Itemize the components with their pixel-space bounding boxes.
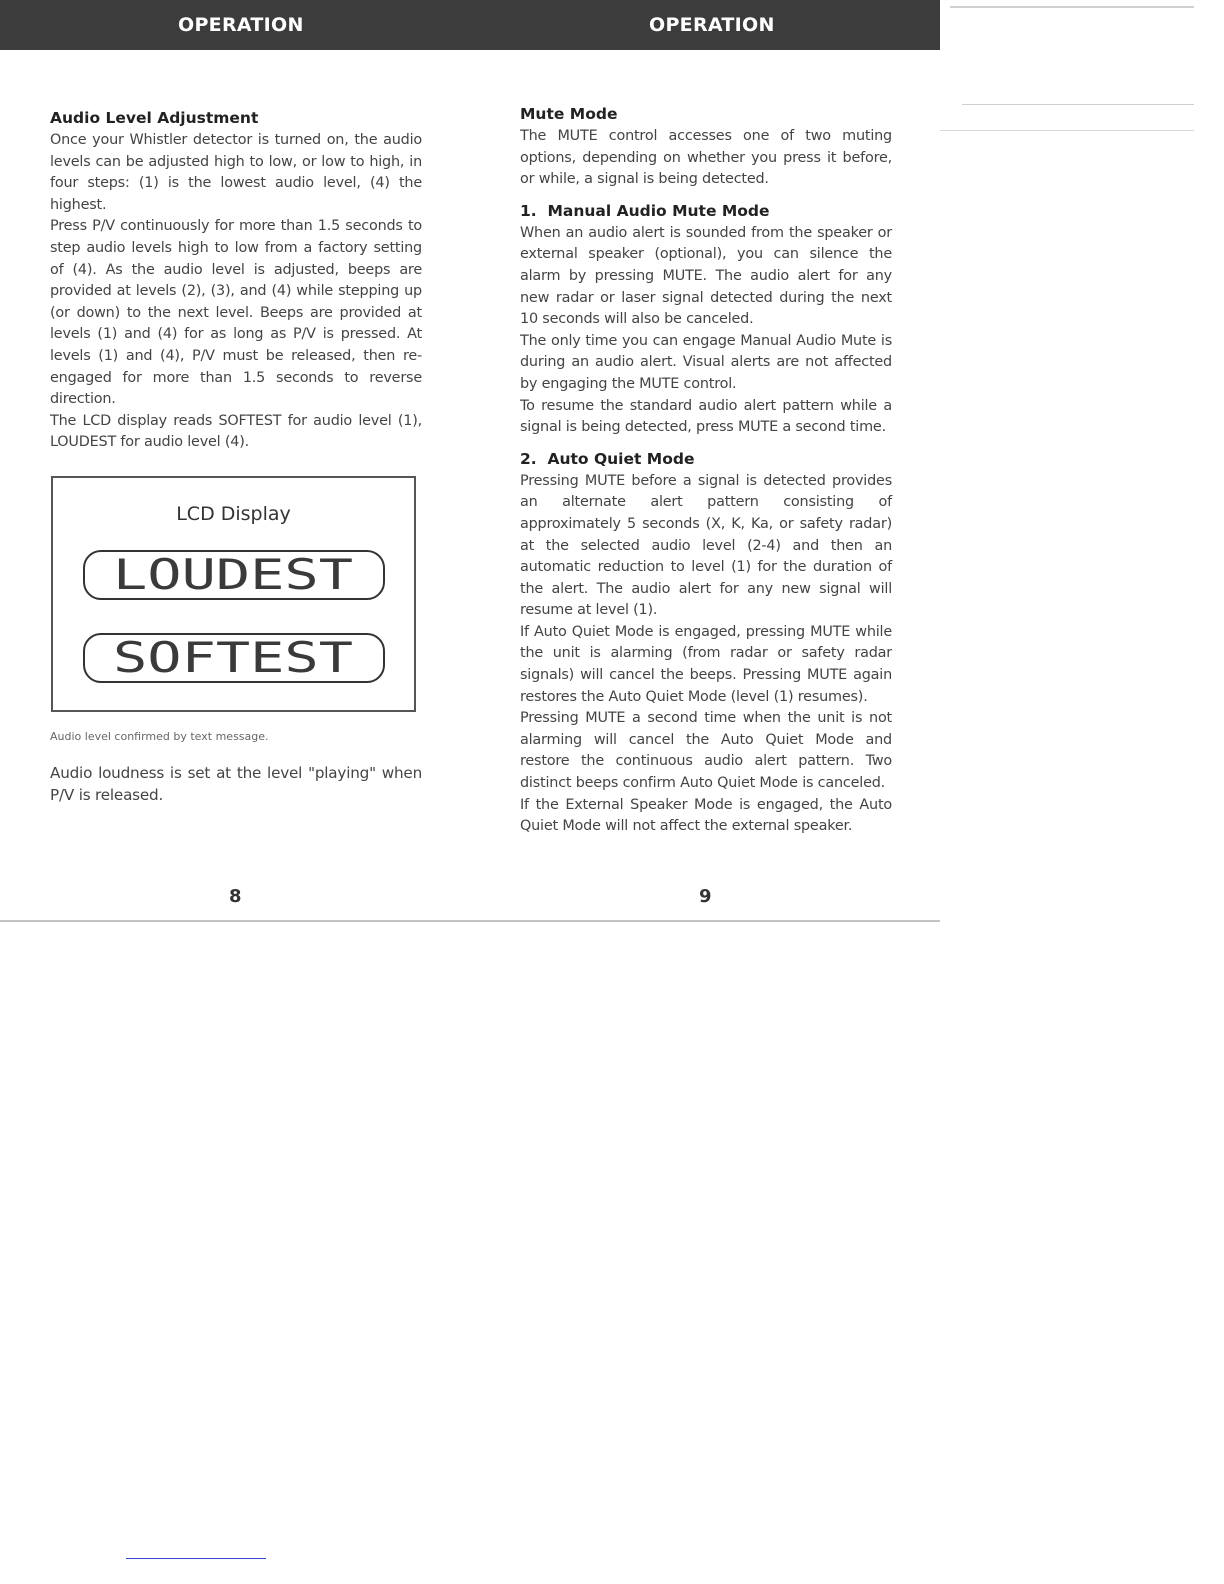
page-number-right: 9 [699,886,712,907]
right-page-header: OPERATION [649,14,775,36]
paragraph: If Auto Quiet Mode is engaged, pressing MUTE while the unit is alarming (from radar or safety radar signals) will cancel the beeps. Pressing MUTE again restores the Auto Quiet Mode (level (1) resumes). [520,623,892,705]
manual-audio-mute-heading: 1. Manual Audio Mute Mode [520,201,770,220]
paragraph: Pressing MUTE before a signal is detected provides an alternate alert pattern consisting of approximately 5 seconds (X, K, Ka, or safety radar) at the selected audio level (2-4) and then an automatic reduction to level (1) for the duration of the alert. The audio alert for any new signal will resume at level (1). [520,472,892,619]
paragraph: The only time you can engage Manual Audio Mute is during an audio alert. Visual alerts are not affected by engaging the MUTE control. [520,332,892,392]
left-page-header: OPERATION [178,14,304,36]
paragraph: Audio loudness is set at the level "playing" when P/V is released. [50,764,422,804]
lcd-figure [51,476,416,712]
lcd-text-loudest: LOUDEST [113,552,353,597]
lcd-text-softest: SOFTEST [113,635,353,680]
paragraph: If the External Speaker Mode is engaged, the Auto Quiet Mode will not affect the external speaker. [520,796,892,835]
paragraph: Press P/V continuously for more than 1.5 seconds to step audio levels high to low from a factory setting of (4). As the audio level is adjusted, beeps are provided at levels (2), (3), and (4) while stepping up (or down) to the next level. Beeps are provided at levels (1) and (4) for as long as P/V is pressed. At levels (1) and (4), P/V must be released, then re-engaged for more than 1.5 seconds to reverse direction. [50,218,422,408]
header-bar [0,0,940,50]
page-bottom-rule [0,920,940,922]
lcd-screen-softest [83,633,385,683]
lcd-screen-loudest [83,550,385,600]
figure-caption: Audio level confirmed by text message. [50,730,269,743]
bottom-rule [126,1558,266,1559]
right-page-column [520,104,892,838]
paragraph: To resume the standard audio alert pattern while a signal is being detected, press MUTE a second time. [520,397,892,436]
paragraph: When an audio alert is sounded from the speaker or external speaker (optional), you can silence the alarm by pressing MUTE. The audio alert for any new radar or laser signal detected during the next 10 seconds will also be canceled. [520,224,892,328]
side-rule [950,6,1194,8]
lcd-figure-title: LCD Display [176,503,291,525]
audio-level-heading: Audio Level Adjustment [50,109,259,127]
paragraph: Pressing MUTE a second time when the unit is not alarming will cancel the Auto Quiet Mode and restore the continuous audio alert pattern. Two distinct beeps confirm Auto Quiet Mode is canceled. [520,710,892,792]
page-number-left: 8 [229,886,242,907]
paragraph: The LCD display reads SOFTEST for audio level (1), LOUDEST for audio level (4). [50,412,422,451]
mute-mode-heading: Mute Mode [520,105,618,123]
side-rule [940,130,1194,131]
auto-quiet-heading: 2. Auto Quiet Mode [520,449,695,468]
side-rule [962,104,1194,105]
left-page-column [50,108,422,454]
paragraph: Once your Whistler detector is turned on, the audio levels can be adjusted high to low, or low to high, in four steps: (1) is the lowest audio level, (4) the highest. [50,132,422,213]
paragraph: The MUTE control accesses one of two muting options, depending on whether you press it before, or while, a signal is being detected. [520,128,892,188]
after-figure-text [50,762,422,806]
